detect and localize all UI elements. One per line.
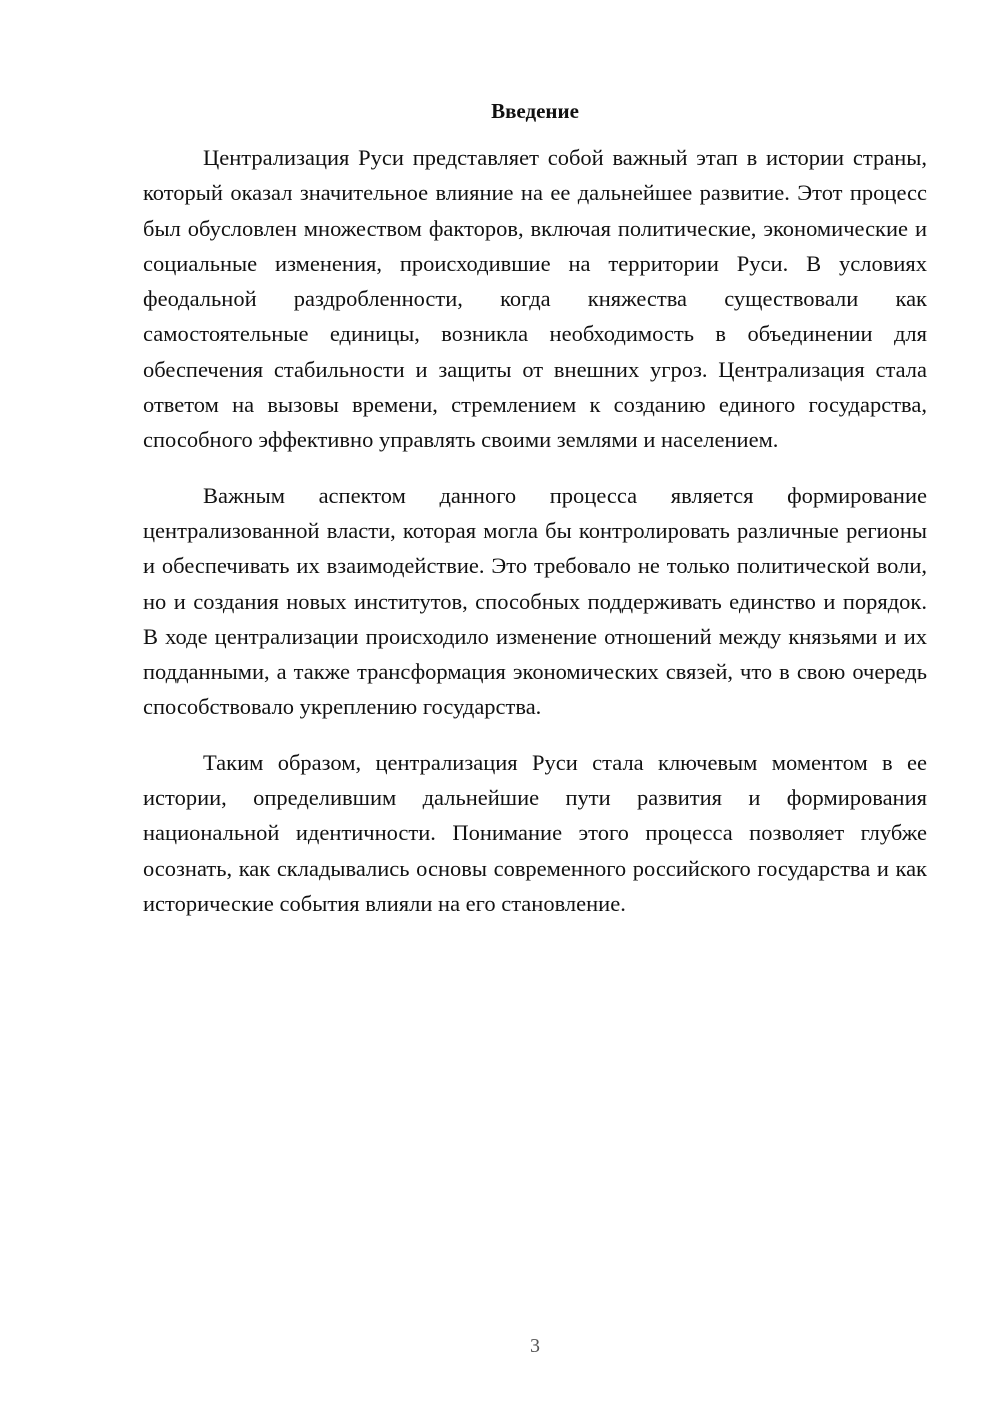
paragraph-1: Централизация Руси представляет собой важный этап в истории страны, который оказал значительное влияние на ее дальнейшее развитие. Этот процесс был обусловлен множеством факторов, включая политические, экономические и социальные изменения, происходившие на территории Руси. В условиях феодальной раздробленности, когда княжества существовали как самостоятельные единицы, возникла необходимость в объединении для обеспечения стабильности и защиты от внешних угроз. Централизация стала ответом на вызовы времени, стремлением к созданию единого государства, способного эффективно управлять своими землями и населением. xyxy=(143,145,927,453)
section-title: Введение xyxy=(491,99,579,123)
page-number: 3 xyxy=(530,1335,540,1357)
page-content xyxy=(143,94,927,941)
paragraph-3: Таким образом, централизация Руси стала ключевым моментом в ее истории, определившим дальнейшие пути развития и формирования национальной идентичности. Понимание этого процесса позволяет глубже осознать, как складывались основы современного российского государства и как исторические события влияли на его становление. xyxy=(143,749,927,916)
paragraph-2: Важным аспектом данного процесса является формирование централизованной власти, которая могла бы контролировать различные регионы и обеспечивать их взаимодействие. Это требовало не только политической воли, но и создания новых институтов, способных поддерживать единство и порядок. В ходе централизации происходило изменение отношений между князьями и их подданными, а также трансформация экономических связей, что в свою очередь способствовало укреплению государства. xyxy=(143,482,927,720)
